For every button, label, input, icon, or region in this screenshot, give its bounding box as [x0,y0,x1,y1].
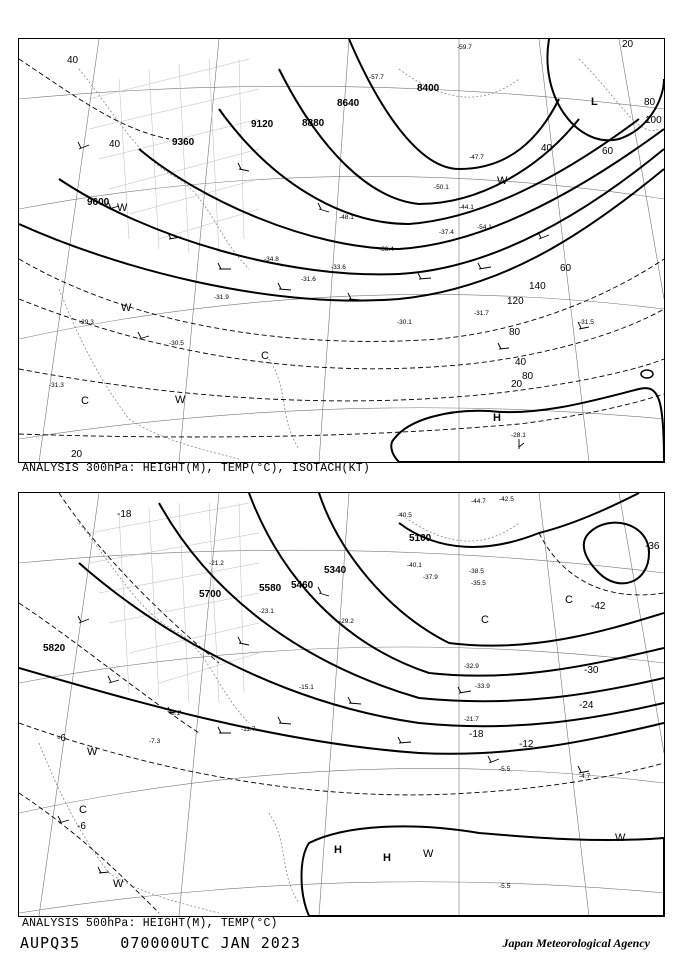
temp-label: -33.9 [475,683,490,690]
isotherm-label: -18 [469,729,484,740]
low-center-label: L [591,96,598,108]
temp-label: -31.5 [579,319,594,326]
height-label: 5460 [291,580,314,591]
small-closed-contour [641,370,653,378]
height-label: 5100 [409,533,432,544]
isotherm-label: -24 [579,700,594,711]
map-500hpa-svg [19,493,664,916]
isotherm-label: -18 [117,509,132,520]
warm-center-label: W [175,394,186,406]
isotach-contours [19,59,664,437]
isotach-label: 80 [644,97,656,108]
high-pressure-contour [391,388,664,462]
map-300hpa-svg [19,39,664,462]
cold-center-label: C [481,614,489,626]
temp-label: -30.5 [169,340,184,347]
warm-center-label: W [117,202,128,214]
height-label: 5700 [199,589,222,600]
temp-label: -35.5 [471,580,486,587]
coastlines [39,513,519,913]
high-center-label: H [493,412,501,424]
temp-label: -28.1 [511,432,526,439]
isotach-label: 120 [507,296,524,307]
cold-center-label: C [81,395,89,407]
isotach-label: 140 [529,281,546,292]
temp-label: -44.1 [459,204,474,211]
caption-300hpa: ANALYSIS 300hPa: HEIGHT(M), TEMP(°C), ISOTACH(KT) [22,462,370,475]
warm-center-label: W [497,175,508,187]
temp-label: -23.1 [259,608,274,615]
high-center-label: H [383,852,391,864]
temp-label: -59.7 [457,44,472,51]
map-panel-500hpa [18,492,665,917]
isotherm-label: -36 [645,541,660,552]
temp-label: -50.1 [434,184,449,191]
temp-label: -31.6 [301,276,316,283]
height-label: 8640 [337,98,360,109]
isotherm-label: -42 [591,601,606,612]
pressure-centers [79,594,626,890]
temp-label: -54.1 [477,224,492,231]
temp-label: -31.9 [214,294,229,301]
temp-label: -30.1 [397,319,412,326]
isotherm-label: -6 [77,821,86,832]
isotherm-labels [57,509,660,832]
caption-500hpa: ANALYSIS 500hPa: HEIGHT(M), TEMP(°C) [22,917,278,930]
temp-label: -11.7 [241,726,256,733]
height-label: 9600 [87,197,110,208]
temp-label: -4.7 [579,773,591,780]
temp-label: -48.1 [339,214,354,221]
temp-label: -21.2 [209,560,224,567]
isotach-label: 100 [645,115,662,126]
map-panel-300hpa [18,38,665,463]
temp-label: -42.5 [499,496,514,503]
temp-label: -29.2 [339,618,354,625]
temp-label: -37.9 [423,574,438,581]
jet-core-hatch [89,59,259,254]
temp-label: -29.3 [79,319,94,326]
temp-label: -32.9 [464,663,479,670]
isotherm-label: -6 [57,733,66,744]
isotach-label: 40 [109,139,121,150]
temp-label: -44.7 [471,498,486,505]
temp-label: -21.7 [464,716,479,723]
warm-center-label: W [121,302,132,314]
isotach-label: 60 [560,263,572,274]
temp-label: -31.7 [474,310,489,317]
height-label: 8880 [302,118,325,129]
warm-center-label: W [113,878,124,890]
chart-code-and-time: AUPQ35 070000UTC JAN 2023 [20,934,301,952]
temp-label: -34.8 [264,256,279,263]
height-label: 5340 [324,565,347,576]
isotach-label: 20 [511,379,523,390]
isotach-label: 80 [509,327,521,338]
isotach-label: 40 [515,357,527,368]
temp-label: -40.1 [407,562,422,569]
isotach-label: 60 [602,146,614,157]
height-labels [87,83,440,208]
temp-label: -38.5 [469,568,484,575]
warm-center-label: W [87,746,98,758]
isotach-labels [67,39,662,460]
high-center-label: H [334,844,342,856]
height-label: 8400 [417,83,440,94]
high-pressure-contour [302,826,665,916]
warm-center-label: W [423,848,434,860]
wind-barbs [58,587,589,873]
cold-center-label: C [565,594,573,606]
height-label: 5580 [259,583,282,594]
isotherm-label: -30 [584,665,599,676]
isotach-label: 40 [541,143,553,154]
cold-center-label: C [79,804,87,816]
temp-label: -9.1 [169,710,181,717]
temp-label: -57.7 [369,74,384,81]
isotach-label: 40 [67,55,79,66]
temp-label: -7.3 [149,738,161,745]
temp-label: -37.4 [439,229,454,236]
height-label: 5820 [43,643,66,654]
height-label: 9120 [251,119,274,130]
temp-label: -5.5 [499,766,511,773]
temp-label: -40.5 [397,512,412,519]
isotherm-label: -12 [519,739,534,750]
cold-center-label: C [261,350,269,362]
agency-name: Japan Meteorological Agency [502,936,650,950]
hatched-area [89,503,259,703]
temp-label: -36.4 [379,246,394,253]
isotach-label: 80 [522,371,534,382]
temp-label: -47.7 [469,154,484,161]
isotach-label: 20 [622,39,634,50]
temp-label: -31.3 [49,382,64,389]
temp-label: -33.6 [331,264,346,271]
temp-label: -15.1 [299,684,314,691]
isotach-label: 20 [71,449,83,460]
temperature-labels [149,496,591,890]
height-contours [19,39,664,301]
pressure-centers [81,96,598,424]
warm-center-label: W [615,832,626,844]
height-label: 9360 [172,137,195,148]
temp-label: -5.5 [499,883,511,890]
